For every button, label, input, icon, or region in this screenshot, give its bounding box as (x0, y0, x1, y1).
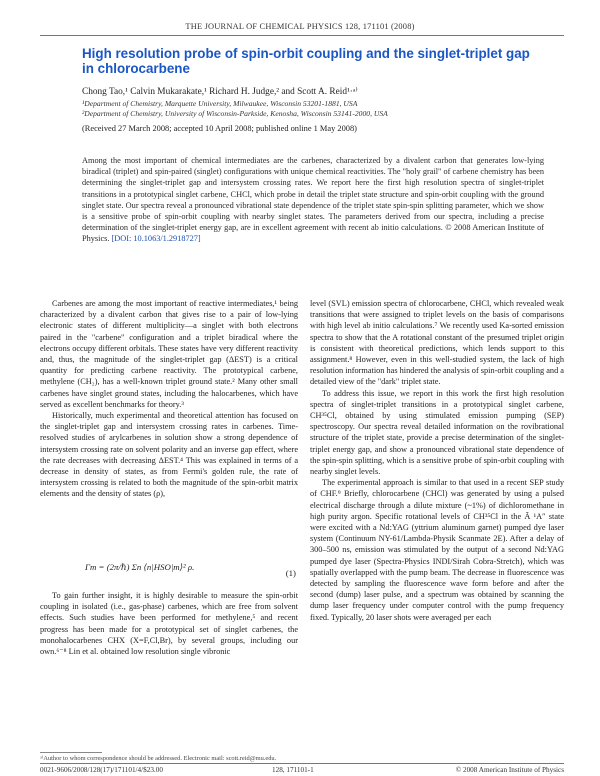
footer-left: 0021-9606/2008/128(17)/171101/4/$23.00 (40, 766, 163, 774)
author-list: Chong Tao,¹ Calvin Mukarakate,¹ Richard H. Judge,² and Scott A. Reid¹·ᵃ⁾ (82, 87, 358, 97)
left-column-top (40, 298, 298, 500)
affiliation-2: ²Department of Chemistry, University of Wisconsin-Parkside, Kenosha, Wisconsin 53141-2000, USA (82, 109, 388, 118)
footnote: ᵃ⁾Author to whom correspondence should be addressed. Electronic mail: scott.reid@mu.edu. (40, 755, 277, 762)
journal-header: THE JOURNAL OF CHEMICAL PHYSICS 128, 171101 (2008) (185, 22, 415, 31)
right-column (310, 298, 564, 623)
paragraph: To address this issue, we report in this work the first high resolution spectra of singlet-triplet transitions in a prototypical singlet carbene, CH³⁵Cl, obtained by using stimulated emission pumping (SEP) spectroscopy. Our spectra reveal detailed information on the rovibrational structure of the triplet state, provide a precise determination of the singlet-triplet energy gap, and show a pronounced vibrational state dependence of the spin-spin splitting, which is a sensitive probe of spin-orbit coupling with nearby singlet levels. (310, 388, 564, 477)
paragraph: Historically, much experimental and theoretical attention has focused on the singlet-triplet gap and intersystem crossing rates in carbenes. Time-resolved studies of arylcarbenes in solution show a strong dependence of intersystem crossing rate on solvent polarity and an inverse gap effect, where the rate decreases with decreasing ΔEST.⁴ This was explained in terms of a decrease in density of states, as from Fermi's golden rule, the rate of intersystem crossing is related to both the magnitude of the spin-orbit matrix elements and the density of states (ρ), (40, 411, 298, 499)
header-rule (40, 35, 564, 36)
paragraph: To gain further insight, it is highly desirable to measure the spin-orbit coupling in isolated (i.e., gas-phase) carbenes, which are free from solvent effects. Such studies have been performed for methylene,⁵ and recent progress has been made for a prototypical set of singlet carbenes, the monohalocarbenes CHX (X=F,Cl,Br), by several groups, including our own.⁶⁻⁸ Lin et al. obtained low resolution single vibronic (40, 591, 298, 657)
footer-copyright: © 2008 American Institute of Physics (455, 766, 564, 774)
footnote-rule (40, 752, 102, 753)
footer-rule (40, 763, 564, 764)
received-dates: (Received 27 March 2008; accepted 10 April 2008; published online 1 May 2008) (82, 124, 357, 133)
abstract (82, 155, 544, 245)
affiliation-1: ¹Department of Chemistry, Marquette University, Milwaukee, Wisconsin 53201-1881, USA (82, 99, 358, 108)
doi-link[interactable]: [DOI: 10.1063/1.2918727] (111, 234, 201, 244)
abstract-text: Among the most important of chemical intermediates are the carbenes, characterized by a divalent carbon that generates low-lying biradical (triplet) and spin-paired (singlet) configurations with unique chemical reactivities. The "holy grail" of carbene chemistry has been determining the singlet-triplet gap and intersystem crossing rates. We report here the first high resolution spectra of singlet-triplet transitions in a prototypical singlet carbene, CHCl, which probe in detail the triplet state structure and spin-orbit coupling with the ground singlet state. Our spectra reveal a pronounced vibrational state dependence of the triplet state spin-spin splitting parameter, which we show is a sensitive probe of spin-orbit coupling with nearby singlet states. The parameters derived from our spectra, including a precise determination of the singlet-triplet energy gap, are in excellent agreement with recent ab initio calculations. © 2008 American Institute of Physics. (82, 156, 544, 244)
equation-number: (1) (285, 568, 296, 578)
article-title: High resolution probe of spin-orbit coupling and the singlet-triplet gap in chlorocarbene (82, 46, 530, 76)
left-column-bottom (40, 590, 298, 657)
equation-body: Γm = (2π/ℏ) Σn ⟨n|HSO|m⟩² ρ. (85, 562, 195, 572)
footer-page: 128, 171101-1 (272, 766, 314, 774)
paragraph: The experimental approach is similar to that used in a recent SEP study of CHF.⁹ Briefly, chlorocarbene (CHCl) was generated by using a pulsed electrical discharge through a dilute mixture (~1%) of dichloromethane in high purity argon. Specific rotational levels of CH³⁵Cl in the Ã ¹A″ state were excited with a Nd:YAG (yttrium aluminum garnet) pumped dye laser system (Continuum NY-61/Lambda-Physik Scanmate 2E). After a delay of 300–500 ns, emission was stimulated by the output of a second Nd:YAG pumped dye laser (Spectra-Physics INDI/Sirah Cobra-Stretch), which was spatially overlapped with the pump beam. The decrease in fluorescence was detected by sampling the fluorescence wave form before and after the second (dump) laser pulse, and a spectrum was obtained by scanning the dump laser frequency under computer control with the pump frequency fixed. Typically, 20 laser shots were averaged per each (310, 478, 564, 622)
paragraph: level (SVL) emission spectra of chlorocarbene, CHCl, which revealed weak transitions that were assigned to triplet levels on the basis of comparisons with high level ab initio calculations.⁷ We recently used Ka-sorted emission spectra to show that the A rotational constant of the presumed triplet origin is consistent with theoretical predictions, which lends support to this assignment.⁸ However, even in this well-studied system, the lack of high resolution information has hindered the analysis of spin-orbit coupling and a detailed view of the "dark" triplet state. (310, 299, 564, 387)
paragraph: Carbenes are among the most important of reactive intermediates,¹ being characterized by a divalent carbon that gives rise to a pair of low-lying electronic states of different multiplicity—a singlet with both electrons paired in the "carbene" configuration and a triplet biradical where the electrons occupy different orbitals. These states have very different reactivity and, thus, the magnitude of the singlet-triplet gap (ΔEST) is a critical quantity for predicting carbene reactivity. The prototypical carbene, methylene (CH₂), has a well-known triplet ground state.² Many other small carbenes have singlet ground states, including the halocarbenes, which have served as excellent benchmarks for theory.³ (40, 299, 298, 409)
